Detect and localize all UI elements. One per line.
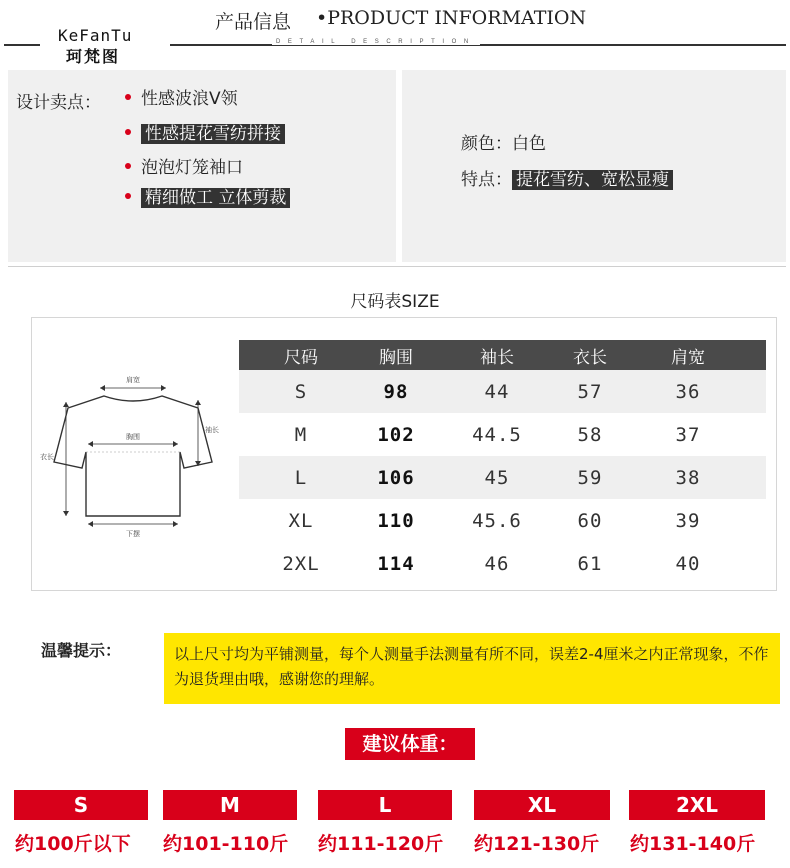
- blouse-outline: [54, 396, 212, 516]
- brand-logo: [40, 22, 170, 74]
- color-value: 白色: [512, 134, 546, 154]
- weight-range: 约100斤以下: [15, 833, 131, 855]
- table-cell: 37: [675, 423, 701, 446]
- size-table: [239, 340, 766, 585]
- header-title-cn: 产品信息: [215, 11, 292, 33]
- weight-size-badge: S: [14, 790, 148, 820]
- table-cell: 102: [377, 423, 415, 446]
- weight-range: 约131-140斤: [630, 833, 756, 855]
- design-point-text: 性感波浪V领: [141, 89, 238, 109]
- table-cell: 106: [377, 466, 415, 489]
- tip-text: 以上尺寸均为平铺测量，每个人测量手法测量有所不同，误差2-4厘米之内正常现象，不作为退货理由哦，感谢您的理解。: [164, 633, 780, 704]
- table-header-cell: 肩宽: [671, 347, 705, 368]
- table-cell: 61: [577, 552, 603, 575]
- weight-size-badge: L: [318, 790, 452, 820]
- table-cell: 44.5: [472, 423, 522, 446]
- table-cell: 59: [577, 466, 603, 489]
- bullet-dot-icon: [125, 94, 131, 100]
- table-cell: 45.6: [472, 509, 522, 532]
- brand-name-cn: 珂梵图: [66, 47, 121, 66]
- header-rule-left: [4, 44, 40, 46]
- header-title-en: •PRODUCT INFORMATION: [316, 7, 587, 29]
- weight-title: 建议体重：: [345, 728, 475, 760]
- table-header-cell: 胸围: [379, 347, 413, 368]
- table-row: [239, 370, 766, 413]
- table-cell: 60: [577, 509, 603, 532]
- table-cell: 44: [484, 380, 510, 403]
- section-divider: [8, 266, 786, 267]
- table-header-cell: 尺码: [284, 347, 318, 368]
- weight-range: 约111-120斤: [318, 833, 444, 855]
- length-label: 衣长: [40, 453, 54, 461]
- table-row: [239, 542, 766, 585]
- table-cell: S: [294, 380, 308, 403]
- table-cell: 46: [484, 552, 510, 575]
- table-header-cell: 衣长: [573, 347, 607, 368]
- table-cell: L: [294, 466, 308, 489]
- design-point-text: 泡泡灯笼袖口: [141, 158, 243, 178]
- bullet-dot-icon: [125, 193, 131, 199]
- hem-label: 下摆: [126, 530, 140, 538]
- table-cell: 45: [484, 466, 510, 489]
- table-cell: M: [294, 423, 308, 446]
- feature-attribute: [461, 168, 673, 192]
- weight-size-badge: M: [163, 790, 297, 820]
- table-cell: 58: [577, 423, 603, 446]
- design-point-text: 精细做工 立体剪裁: [141, 188, 290, 208]
- design-point: [125, 186, 290, 210]
- table-cell: 57: [577, 380, 603, 403]
- weight-size-badge: XL: [474, 790, 610, 820]
- design-point: [125, 87, 238, 111]
- table-header-cell: 袖长: [480, 347, 514, 368]
- bust-label: 胸围: [126, 433, 140, 441]
- garment-measurement-diagram: [38, 366, 228, 542]
- color-attribute: [461, 129, 546, 154]
- design-point-text: 性感提花雪纺拼接: [141, 124, 285, 144]
- attributes-panel: [402, 70, 786, 262]
- shoulder-label: 肩宽: [126, 376, 140, 384]
- table-cell: 39: [675, 509, 701, 532]
- weight-range: 约121-130斤: [474, 833, 600, 855]
- size-chart-title: 尺码表SIZE: [350, 292, 440, 312]
- sleeve-label: 袖长: [205, 426, 219, 434]
- table-row: [239, 456, 766, 499]
- design-point: [125, 122, 285, 146]
- table-row: [239, 413, 766, 456]
- tip-label: 温馨提示：: [41, 641, 122, 660]
- table-cell: 114: [377, 552, 415, 575]
- table-row: [239, 499, 766, 542]
- size-table-header: [239, 340, 766, 370]
- table-cell: XL: [288, 509, 314, 532]
- feature-label: 特点：: [461, 170, 512, 190]
- brand-name-en: KeFanTu: [58, 26, 133, 45]
- bullet-dot-icon: [125, 129, 131, 135]
- design-label: 设计卖点：: [16, 93, 101, 113]
- color-label: 颜色：: [461, 134, 512, 154]
- weight-size-badge: 2XL: [629, 790, 765, 820]
- feature-value: 提花雪纺、宽松显瘦: [512, 170, 673, 190]
- design-point: [125, 156, 243, 180]
- table-cell: 98: [383, 380, 409, 403]
- table-cell: 38: [675, 466, 701, 489]
- table-cell: 40: [675, 552, 701, 575]
- weight-range: 约101-110斤: [163, 833, 289, 855]
- header-subtitle: DETAIL DESCRIPTION: [272, 39, 480, 45]
- table-cell: 2XL: [282, 552, 320, 575]
- table-cell: 110: [377, 509, 415, 532]
- table-cell: 36: [675, 380, 701, 403]
- bullet-dot-icon: [125, 163, 131, 169]
